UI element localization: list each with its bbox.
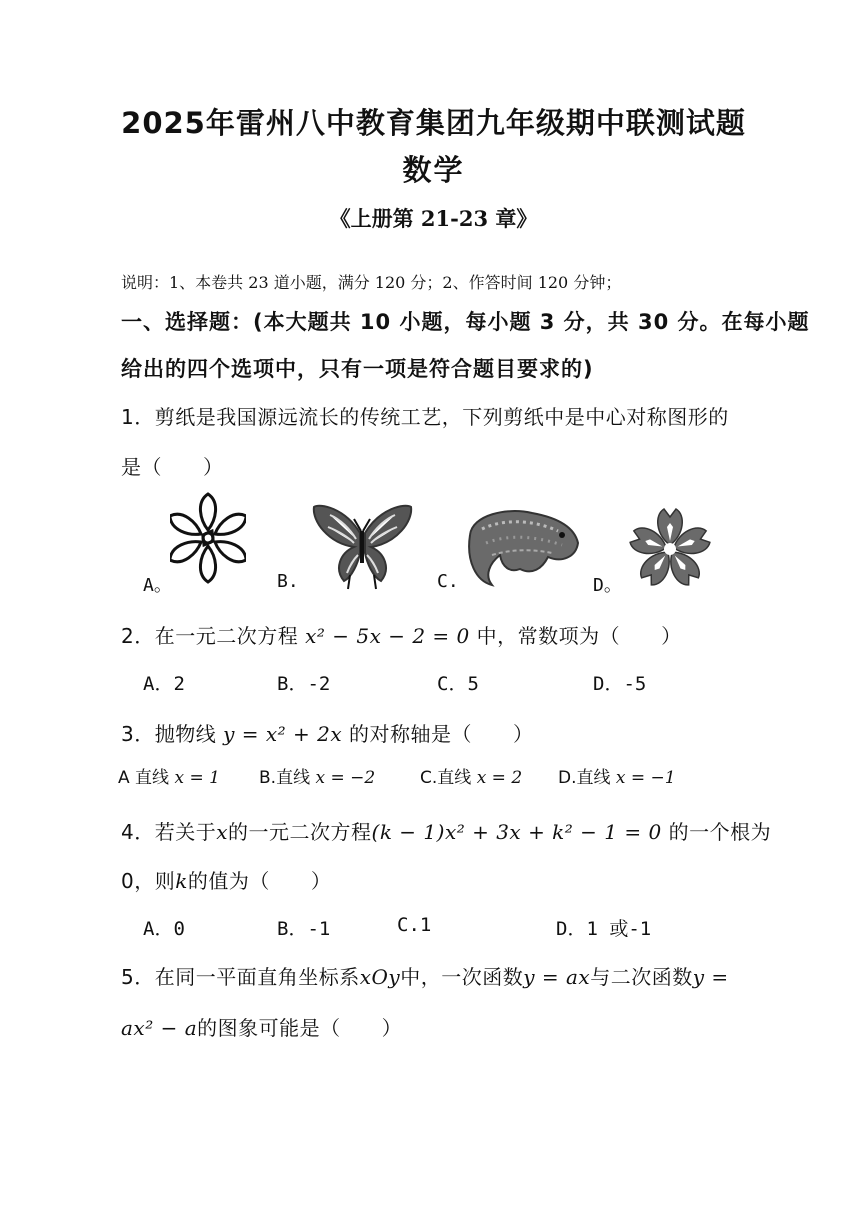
q3-option-b-label: B.直线 xyxy=(259,768,311,788)
q4-text-3: 的一个根为 xyxy=(668,820,772,844)
q4-option-b[interactable]: B．-1 xyxy=(277,918,331,940)
q1-option-b[interactable]: B. xyxy=(277,571,299,592)
chapter-scope: 《上册第 21-23 章》 xyxy=(329,206,538,231)
q5-quadratic-rhs: ax² − a xyxy=(121,1016,198,1040)
q4-option-a[interactable]: A．0 xyxy=(143,918,185,940)
q3-stem-prefix: 3．抛物线 xyxy=(121,722,217,746)
section1-line2: 给出的四个选项中，只有一项是符合题目要求的) xyxy=(121,357,594,381)
q4-var-k: k xyxy=(175,869,188,893)
q4-text-4: 0，则 xyxy=(121,869,176,893)
q5-coord-system: xOy xyxy=(359,965,401,989)
q4-text-2: 的一元二次方程 xyxy=(228,820,372,844)
exam-title: 2025年雷州八中教育集团九年级期中联测试题 xyxy=(121,106,746,140)
q4-var-x: x xyxy=(216,820,229,844)
q1-option-a[interactable]: A。 xyxy=(143,575,172,596)
q3-equation: y = x² + 2x xyxy=(223,722,343,746)
q5-linear-function: y = ax xyxy=(523,965,591,989)
q4-stem-line2 xyxy=(121,865,331,894)
q2-option-d[interactable]: D．-5 xyxy=(593,673,647,695)
q2-option-c[interactable]: C．5 xyxy=(437,673,479,695)
q3-option-a-label: A 直线 xyxy=(118,768,170,788)
q2-option-b[interactable]: B．-2 xyxy=(277,673,331,695)
q4-option-d[interactable]: D．1 或-1 xyxy=(556,918,652,940)
q5-text-4: 的图象可能是（ ） xyxy=(197,1016,403,1040)
q3-option-b-math: x = −2 xyxy=(315,768,376,788)
q5-text-2: 中，一次函数 xyxy=(400,965,524,989)
subject-title: 数学 xyxy=(402,153,465,187)
q5-quadratic-lhs: y = xyxy=(692,965,729,989)
q3-option-c-label: C.直线 xyxy=(420,768,472,788)
q1-option-d[interactable]: D。 xyxy=(593,575,622,596)
q5-stem-line1 xyxy=(121,961,729,990)
shrimp-papercut-image xyxy=(462,505,582,590)
q2-stem-prefix: 2．在一元二次方程 xyxy=(121,624,299,648)
q3-option-c-math: x = 2 xyxy=(476,768,523,788)
q2-stem xyxy=(121,620,682,649)
q3-option-c[interactable] xyxy=(420,763,522,788)
q5-text-3: 与二次函数 xyxy=(590,965,693,989)
q3-option-b[interactable] xyxy=(259,763,375,788)
q5-text-1: 5．在同一平面直角坐标系 xyxy=(121,965,360,989)
q3-option-a-math: x = 1 xyxy=(174,768,220,788)
q3-option-a[interactable] xyxy=(118,763,220,788)
q4-equation: (k − 1)x² + 3x + k² − 1 = 0 xyxy=(371,820,662,844)
q1-stem-line2: 是（ ） xyxy=(121,455,224,479)
q3-option-d-label: D.直线 xyxy=(558,768,611,788)
q4-option-c[interactable]: C.1 xyxy=(397,914,432,936)
q3-stem-suffix: 的对称轴是（ ） xyxy=(349,722,534,746)
q3-option-d-math: x = −1 xyxy=(615,768,676,788)
q1-stem-line1: 1．剪纸是我国源远流长的传统工艺，下列剪纸中是中心对称图形的 xyxy=(121,405,729,429)
q4-stem-line1 xyxy=(121,816,771,845)
q2-stem-suffix: 中，常数项为（ ） xyxy=(476,624,682,648)
instructions: 说明：1、本卷共 23 道小题，满分 120 分；2、作答时间 120 分钟； xyxy=(121,273,622,292)
flower-papercut-image xyxy=(170,492,246,586)
q4-text-5: 的值为（ ） xyxy=(187,869,332,893)
q3-option-d[interactable] xyxy=(558,763,676,788)
q2-option-a[interactable]: A．2 xyxy=(143,673,185,695)
q2-equation: x² − 5x − 2 = 0 xyxy=(305,624,470,648)
q5-stem-line2 xyxy=(121,1012,402,1041)
blossom-papercut-image xyxy=(624,507,716,591)
section1-line1: 一、选择题：(本大题共 10 小题，每小题 3 分，共 30 分。在每小题 xyxy=(121,310,810,334)
q1-option-c[interactable]: C. xyxy=(437,571,459,592)
q4-text-1: 4．若关于 xyxy=(121,820,217,844)
q3-stem xyxy=(121,718,534,747)
butterfly-papercut-image xyxy=(310,503,415,591)
